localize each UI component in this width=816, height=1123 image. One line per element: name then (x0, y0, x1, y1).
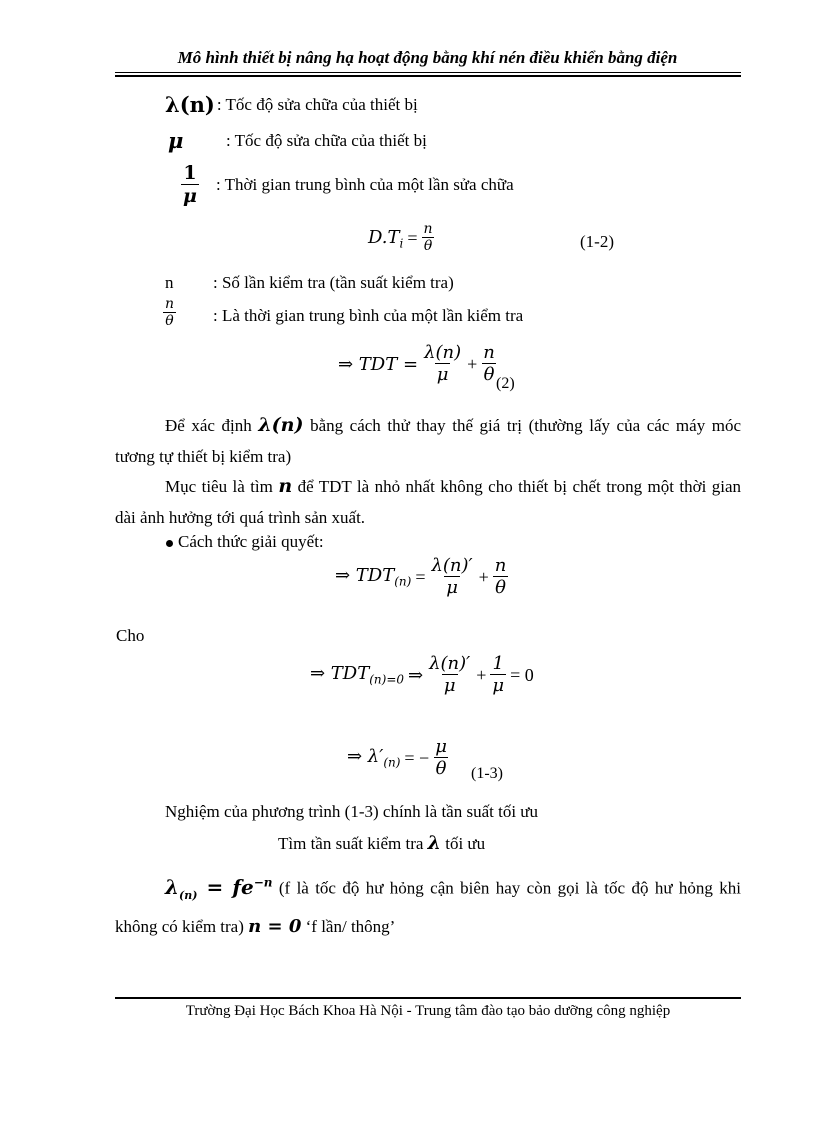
definition-inverse-mu (170, 163, 514, 208)
equation-3: ⇒ $TDT_{(n)}$ = $\frac{\lambda(n)'}{\mu}$ + $\frac{n}{\theta}$ (335, 555, 507, 598)
mu-symbol: μ (168, 128, 184, 153)
n-symbol: n (278, 475, 293, 497)
definition-text: : Thời gian trung bình của một lần sửa chữa (216, 175, 514, 195)
equation-1-3: ⇒ $\lambda'_{(n)}$ = − $\frac{\mu}{\theta}$ (347, 736, 447, 779)
footer-rule (115, 997, 741, 999)
equation-2: ⇒ TDT = $\frac{\lambda(n)}{\mu}$ + $\frac{n}{\theta}$ (338, 342, 495, 385)
bullet-method: Cách thức giải quyết: (166, 532, 324, 552)
fraction-one-over-mu: $\frac{1}{\mu}$ (183, 162, 197, 207)
equation-label: (1-2) (580, 232, 614, 251)
paragraph-objective: Mục tiêu là tìm n để TDT là nhỏ nhất không cho thiết bị chết trong một thời gian dài ảnh hưởng tới quá trình sản xuất. (115, 475, 742, 527)
equation-label: (2) (496, 375, 515, 392)
definition-n-symbol: n (165, 273, 174, 292)
n-equals-zero: n = 0 (248, 915, 302, 937)
definition-text: : Tốc độ sửa chữa của thiết bị (226, 130, 427, 150)
definition-text: : Tốc độ sửa chữa của thiết bị (216, 94, 418, 114)
header-rule-thick (115, 75, 741, 77)
definition-n-theta-text: : Là thời gian trung bình của một lần kiểm tra (213, 306, 524, 325)
cho-text: Cho (116, 626, 145, 645)
paragraph-failure-rate: $\lambda_{(n)} = fe^{-n}$ (f là tốc độ hư hỏng cận biên hay còn gọi là tốc độ hư hỏng khi không có kiểm tra) n = 0 ‘f lần/ thông’ (115, 874, 741, 937)
paragraph-solution: Nghiệm của phương trình (1-3) chính là tần suất tối ưu (165, 802, 539, 821)
equation-label: (1-3) (471, 765, 503, 782)
equation-4: ⇒ $TDT_{(n)=0}$ ⇒ $\frac{\lambda(n)'}{\mu}$ + $\frac{1}{\mu}$ = 0 (310, 653, 534, 696)
paragraph-find-optimal: Tìm tần suất kiểm tra λ tối ưu (278, 832, 486, 854)
lambda-symbol: λ (427, 832, 441, 854)
footer-text: Trường Đại Học Bách Khoa Hà Nội - Trung tâm đào tạo bảo dưỡng công nghiệp (185, 1003, 671, 1019)
equation-1-2: $D.T_i$ = $\frac{n}{\theta}$ (368, 221, 433, 255)
lambda-n-symbol: λ(n) (258, 414, 304, 436)
paragraph-determine-lambda: Để xác định λ(n) bằng cách thử thay thế giá trị (thường lấy của các máy móc tương tự thiết bị kiểm tra) (115, 414, 742, 466)
lambda-symbol: λ(n) (165, 92, 215, 117)
definition-n-text: : Số lần kiểm tra (tần suất kiểm tra) (213, 273, 454, 292)
lambda-n-formula: $\lambda_{(n)} = fe^{-n}$ (165, 874, 273, 902)
bullet-icon (166, 540, 173, 547)
definition-lambda (165, 92, 418, 117)
definition-mu (168, 128, 427, 153)
header-rule (115, 72, 741, 73)
header-title: Mô hình thiết bị nâng hạ hoạt động bằng khí nén điều khiển bằng điện (177, 48, 678, 67)
fraction-n-over-theta: $\frac{n}{\theta}$ (165, 296, 175, 330)
